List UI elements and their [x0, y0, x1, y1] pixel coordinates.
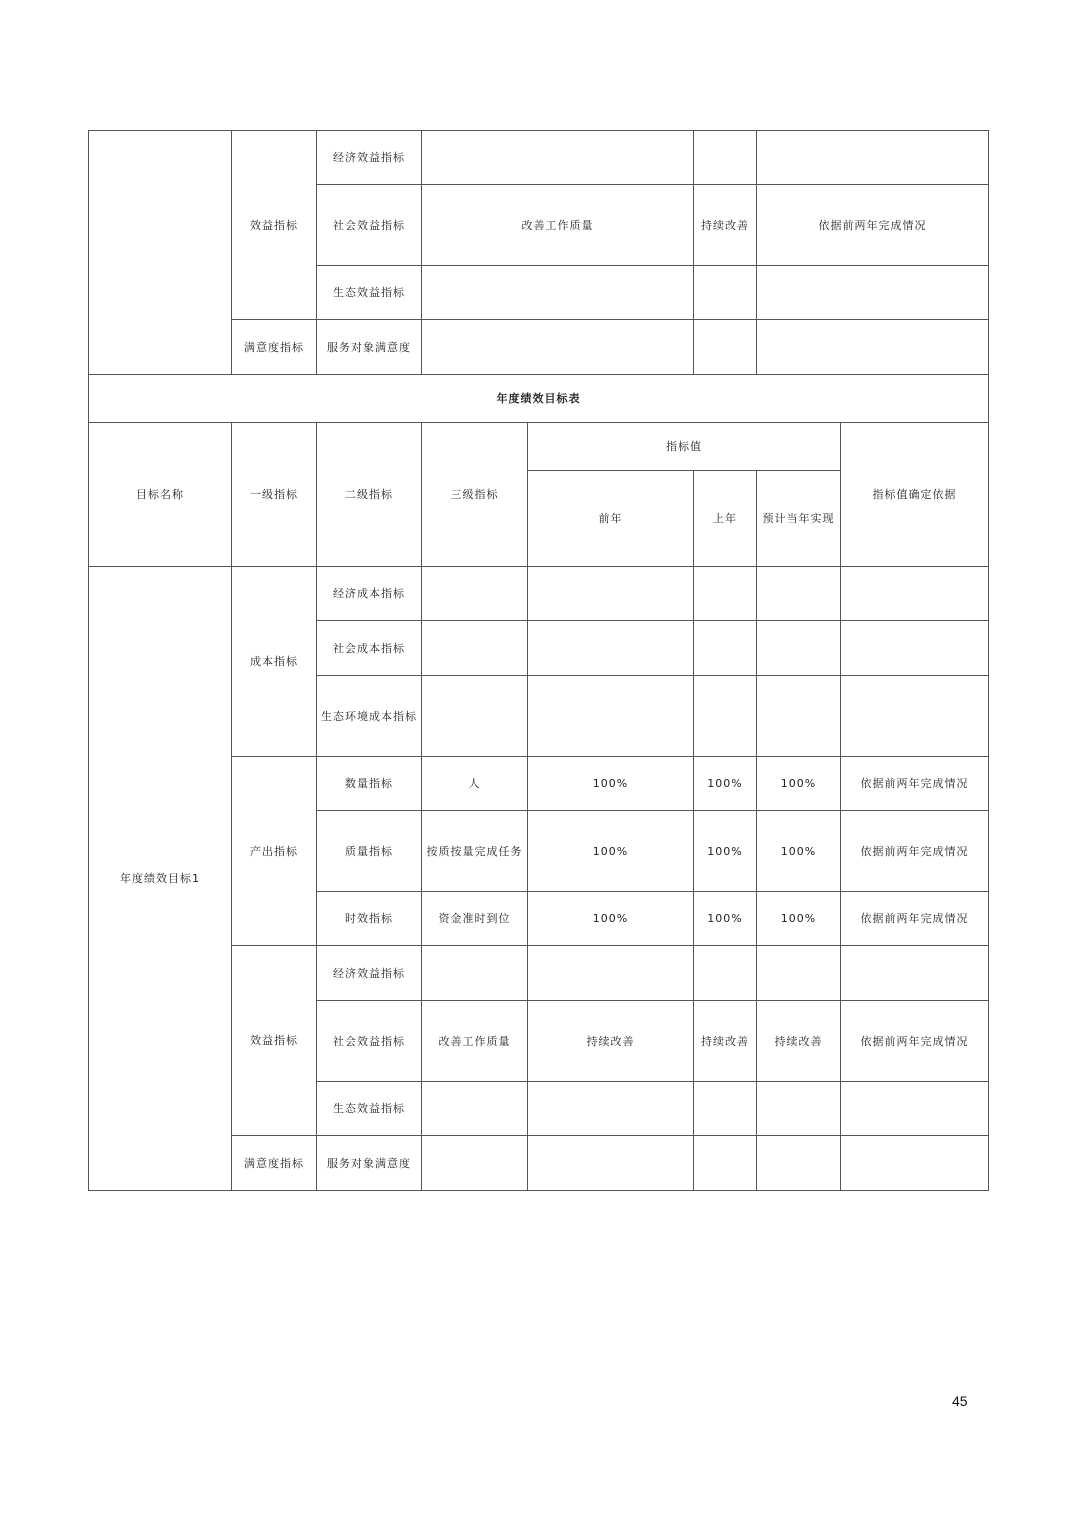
level3-cell	[422, 621, 528, 676]
last-cell: 100%	[694, 811, 757, 892]
mid-cell	[694, 131, 757, 185]
basis-cell: 依据前两年完成情况	[841, 1001, 989, 1082]
content-cell: 改善工作质量	[422, 185, 694, 266]
expected-cell	[757, 1082, 841, 1136]
last-cell	[694, 1136, 757, 1191]
level3-cell	[422, 567, 528, 621]
group-output: 产出指标	[232, 757, 317, 946]
group-cost: 成本指标	[232, 567, 317, 757]
content-cell	[422, 320, 694, 375]
last-cell: 持续改善	[694, 1001, 757, 1082]
last-cell	[694, 946, 757, 1001]
expected-cell	[757, 1136, 841, 1191]
content-cell	[422, 131, 694, 185]
level2-cell: 生态效益指标	[317, 266, 422, 320]
expected-cell	[757, 676, 841, 757]
header-level2: 二级指标	[317, 423, 422, 567]
mid-cell	[694, 320, 757, 375]
level2-cell: 服务对象满意度	[317, 1136, 422, 1191]
prev-cell: 100%	[528, 811, 694, 892]
level2-cell: 服务对象满意度	[317, 320, 422, 375]
level2-cell: 经济成本指标	[317, 567, 422, 621]
page-number: 45	[952, 1393, 968, 1409]
target-name-cell: 年度绩效目标1	[89, 567, 232, 1191]
group-benefit: 效益指标	[232, 946, 317, 1136]
header-last-year: 上年	[694, 471, 757, 567]
level2-cell: 经济效益指标	[317, 131, 422, 185]
last-cell: 100%	[694, 892, 757, 946]
annual-target-table	[88, 374, 989, 1191]
table-row	[89, 567, 989, 621]
expected-cell: 持续改善	[757, 1001, 841, 1082]
basis-cell: 依据前两年完成情况	[841, 811, 989, 892]
expected-cell	[757, 567, 841, 621]
header-indicator-value: 指标值	[528, 423, 841, 471]
basis-cell	[757, 266, 989, 320]
level1-cell: 满意度指标	[232, 320, 317, 375]
header-expected: 预计当年实现	[757, 471, 841, 567]
header-level3: 三级指标	[422, 423, 528, 567]
table-row	[89, 131, 989, 185]
prev-cell	[528, 1136, 694, 1191]
header-row	[89, 423, 989, 471]
prev-cell	[528, 676, 694, 757]
level2-cell: 社会效益指标	[317, 1001, 422, 1082]
last-cell	[694, 1082, 757, 1136]
expected-cell	[757, 946, 841, 1001]
expected-cell: 100%	[757, 892, 841, 946]
level3-cell: 人	[422, 757, 528, 811]
prev-cell	[528, 1082, 694, 1136]
last-cell	[694, 676, 757, 757]
basis-cell	[841, 567, 989, 621]
prev-cell	[528, 567, 694, 621]
level3-cell: 按质按量完成任务	[422, 811, 528, 892]
basis-cell	[841, 946, 989, 1001]
level3-cell: 改善工作质量	[422, 1001, 528, 1082]
expected-cell: 100%	[757, 811, 841, 892]
basis-cell: 依据前两年完成情况	[841, 757, 989, 811]
target-name-cell	[89, 131, 232, 375]
level3-cell	[422, 1136, 528, 1191]
level2-cell: 数量指标	[317, 757, 422, 811]
level2-cell: 经济效益指标	[317, 946, 422, 1001]
expected-cell: 100%	[757, 757, 841, 811]
basis-cell	[757, 320, 989, 375]
continuation-table	[88, 130, 989, 375]
level2-cell: 生态环境成本指标	[317, 676, 422, 757]
last-cell	[694, 567, 757, 621]
header-level1: 一级指标	[232, 423, 317, 567]
basis-cell: 依据前两年完成情况	[757, 185, 989, 266]
mid-cell: 持续改善	[694, 185, 757, 266]
table-title-row	[89, 375, 989, 423]
level3-cell	[422, 1082, 528, 1136]
last-cell	[694, 621, 757, 676]
basis-cell	[841, 1136, 989, 1191]
basis-cell	[757, 131, 989, 185]
basis-cell: 依据前两年完成情况	[841, 892, 989, 946]
level3-cell	[422, 676, 528, 757]
mid-cell	[694, 266, 757, 320]
level2-cell: 质量指标	[317, 811, 422, 892]
table-title: 年度绩效目标表	[89, 375, 989, 423]
prev-cell: 持续改善	[528, 1001, 694, 1082]
prev-cell	[528, 621, 694, 676]
level2-cell: 生态效益指标	[317, 1082, 422, 1136]
header-target-name: 目标名称	[89, 423, 232, 567]
header-prev-year: 前年	[528, 471, 694, 567]
basis-cell	[841, 676, 989, 757]
header-basis: 指标值确定依据	[841, 423, 989, 567]
prev-cell	[528, 946, 694, 1001]
level3-cell: 资金准时到位	[422, 892, 528, 946]
last-cell: 100%	[694, 757, 757, 811]
level2-cell: 社会效益指标	[317, 185, 422, 266]
content-cell	[422, 266, 694, 320]
expected-cell	[757, 621, 841, 676]
level3-cell	[422, 946, 528, 1001]
level2-cell: 社会成本指标	[317, 621, 422, 676]
level1-cell: 效益指标	[232, 131, 317, 320]
prev-cell: 100%	[528, 892, 694, 946]
level2-cell: 时效指标	[317, 892, 422, 946]
basis-cell	[841, 621, 989, 676]
basis-cell	[841, 1082, 989, 1136]
group-satisfaction: 满意度指标	[232, 1136, 317, 1191]
prev-cell: 100%	[528, 757, 694, 811]
